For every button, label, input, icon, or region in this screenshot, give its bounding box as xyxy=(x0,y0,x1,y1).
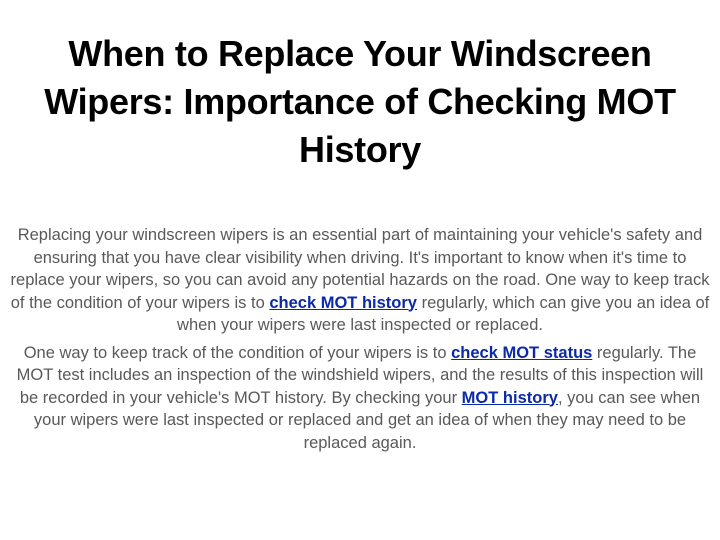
check-mot-history-link[interactable]: check MOT history xyxy=(269,293,417,312)
paragraph-1-text-after-link: regularly, which can give you an idea of when your wipers were last inspected or replaced. xyxy=(177,293,710,334)
check-mot-status-link[interactable]: check MOT status xyxy=(451,343,593,362)
paragraph-1 xyxy=(10,224,710,337)
paragraph-1-text-before-link: Replacing your windscreen wipers is an essential part of maintaining your vehicle's safety and ensuring that you have clear visibility when driving. It's important to know when it's time to replace your wipers, so you can avoid any potential hazards on the road. One way to keep track of the condition of your wipers is to xyxy=(10,226,710,312)
paragraph-2-text-after-link: , you can see when your wipers were last inspected or replaced and get an idea of when they may need to be replaced again. xyxy=(33,388,701,452)
paragraph-2 xyxy=(10,342,710,455)
paragraph-2-text-before-link: One way to keep track of the condition of your wipers is to xyxy=(23,343,452,362)
paragraph-2-text-between-links: regularly. The MOT test includes an inspection of the windshield wipers, and the results of this inspection will be recorded in your vehicle's MOT history. By checking your xyxy=(16,343,704,407)
mot-history-link[interactable]: MOT history xyxy=(461,388,558,407)
slide-title: When to Replace Your Windscreen Wipers: Importance of Checking MOT History xyxy=(44,33,676,170)
slide-body xyxy=(10,224,710,459)
